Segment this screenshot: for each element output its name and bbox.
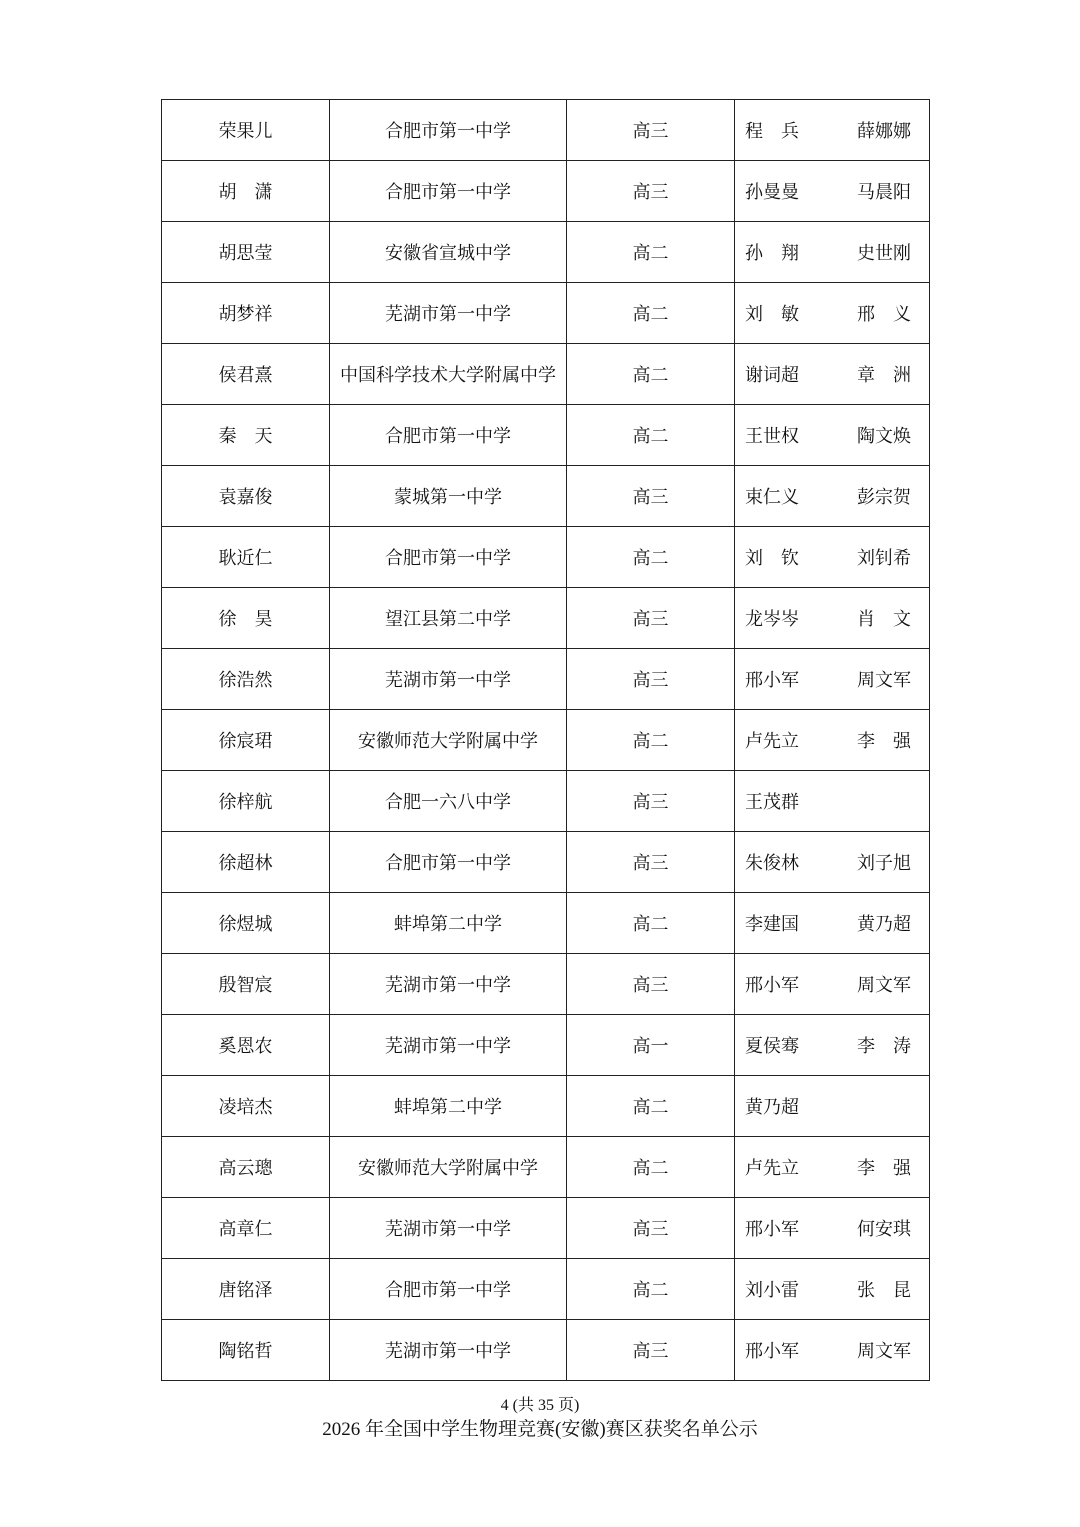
award-list-sheet: [161, 99, 911, 1381]
school-name: 安徽省宣城中学: [330, 222, 567, 283]
coach-1: 邢小军: [745, 670, 799, 691]
student-name: 秦 天: [162, 405, 330, 466]
table-row: [162, 100, 930, 161]
grade: 高二: [567, 405, 735, 466]
coach-1: 谢词超: [745, 365, 799, 386]
coach-2: 薛娜娜: [857, 121, 911, 142]
table-row: [162, 771, 930, 832]
student-name: 徐宸珺: [162, 710, 330, 771]
coaches: [745, 178, 911, 204]
school-name: 合肥市第一中学: [330, 100, 567, 161]
coach-1: 龙岑岑: [745, 609, 799, 630]
coach-2: 李 强: [857, 1158, 911, 1179]
table-row: [162, 1198, 930, 1259]
award-table-body: [162, 100, 930, 1381]
grade: 高二: [567, 527, 735, 588]
coaches-cell: [735, 1137, 930, 1198]
student-name: 高云璁: [162, 1137, 330, 1198]
school-name: 合肥市第一中学: [330, 1259, 567, 1320]
coaches-cell: [735, 1259, 930, 1320]
grade: 高一: [567, 1015, 735, 1076]
page-number: 4 (共 35 页): [500, 1397, 580, 1414]
grade: 高二: [567, 344, 735, 405]
coaches-cell: [735, 954, 930, 1015]
student-name: 高章仁: [162, 1198, 330, 1259]
coaches-cell: [735, 710, 930, 771]
coaches-cell: [735, 649, 930, 710]
grade: 高三: [567, 649, 735, 710]
coaches: [745, 910, 911, 936]
grade: 高二: [567, 1137, 735, 1198]
coach-1: 刘 钦: [745, 548, 799, 569]
coach-2: 章 洲: [857, 365, 911, 386]
coach-2: 马晨阳: [857, 182, 911, 203]
school-name: 合肥市第一中学: [330, 405, 567, 466]
coach-1: 卢先立: [745, 1158, 799, 1179]
coach-1: 程 兵: [745, 121, 799, 142]
school-name: 蚌埠第二中学: [330, 893, 567, 954]
coaches: [745, 971, 911, 997]
coaches: [745, 544, 911, 570]
coaches: [745, 605, 911, 631]
coaches: [745, 788, 911, 814]
grade: 高二: [567, 222, 735, 283]
school-name: 芜湖市第一中学: [330, 649, 567, 710]
coach-1: 李建国: [745, 914, 799, 935]
grade: 高三: [567, 1320, 735, 1381]
coaches: [745, 483, 911, 509]
coaches: [745, 1337, 911, 1363]
coach-2: 周文军: [857, 1341, 911, 1362]
school-name: 合肥市第一中学: [330, 161, 567, 222]
school-name: 芜湖市第一中学: [330, 1198, 567, 1259]
student-name: 陶铭哲: [162, 1320, 330, 1381]
student-name: 胡梦祥: [162, 283, 330, 344]
coach-1: 邢小军: [745, 1219, 799, 1240]
table-row: [162, 832, 930, 893]
school-name: 芜湖市第一中学: [330, 1320, 567, 1381]
school-name: 芜湖市第一中学: [330, 1015, 567, 1076]
school-name: 安徽师范大学附属中学: [330, 710, 567, 771]
table-row: [162, 283, 930, 344]
school-name: 合肥市第一中学: [330, 832, 567, 893]
coaches: [745, 1093, 911, 1119]
coach-1: 夏侯骞: [745, 1036, 799, 1057]
school-name: 蒙城第一中学: [330, 466, 567, 527]
table-row: [162, 405, 930, 466]
school-name: 中国科学技术大学附属中学: [330, 344, 567, 405]
coaches: [745, 1215, 911, 1241]
coach-1: 王世权: [745, 426, 799, 447]
student-name: 殷智宸: [162, 954, 330, 1015]
grade: 高三: [567, 832, 735, 893]
coach-2: 邢 义: [857, 304, 911, 325]
student-name: 凌培杰: [162, 1076, 330, 1137]
school-name: 芜湖市第一中学: [330, 283, 567, 344]
coach-1: 束仁义: [745, 487, 799, 508]
coach-1: 孙曼曼: [745, 182, 799, 203]
coaches: [745, 300, 911, 326]
student-name: 胡 潇: [162, 161, 330, 222]
student-name: 徐 昊: [162, 588, 330, 649]
student-name: 徐梓航: [162, 771, 330, 832]
coaches-cell: [735, 222, 930, 283]
table-row: [162, 588, 930, 649]
grade: 高二: [567, 283, 735, 344]
table-row: [162, 161, 930, 222]
grade: 高三: [567, 1198, 735, 1259]
table-row: [162, 893, 930, 954]
coach-2: 刘子旭: [857, 853, 911, 874]
grade: 高二: [567, 710, 735, 771]
coach-1: 朱俊林: [745, 853, 799, 874]
grade: 高三: [567, 161, 735, 222]
coaches-cell: [735, 466, 930, 527]
student-name: 徐浩然: [162, 649, 330, 710]
coaches: [745, 666, 911, 692]
coaches-cell: [735, 161, 930, 222]
coach-1: 邢小军: [745, 975, 799, 996]
coaches-cell: [735, 100, 930, 161]
student-name: 胡思莹: [162, 222, 330, 283]
table-row: [162, 222, 930, 283]
grade: 高三: [567, 588, 735, 649]
coaches-cell: [735, 588, 930, 649]
student-name: 唐铭泽: [162, 1259, 330, 1320]
coach-1: 黄乃超: [745, 1097, 799, 1118]
coach-1: 邢小军: [745, 1341, 799, 1362]
table-row: [162, 1015, 930, 1076]
coaches-cell: [735, 405, 930, 466]
student-name: 袁嘉俊: [162, 466, 330, 527]
school-name: 芜湖市第一中学: [330, 954, 567, 1015]
coaches: [745, 117, 911, 143]
coaches: [745, 1154, 911, 1180]
grade: 高三: [567, 954, 735, 1015]
coaches: [745, 422, 911, 448]
coaches-cell: [735, 344, 930, 405]
award-table: [161, 99, 930, 1381]
coach-1: 孙 翔: [745, 243, 799, 264]
coach-2: 陶文焕: [857, 426, 911, 447]
table-row: [162, 649, 930, 710]
grade: 高二: [567, 1076, 735, 1137]
coaches-cell: [735, 1320, 930, 1381]
coaches-cell: [735, 893, 930, 954]
table-row: [162, 954, 930, 1015]
table-row: [162, 1320, 930, 1381]
coach-2: 张 昆: [857, 1280, 911, 1301]
grade: 高二: [567, 893, 735, 954]
grade: 高三: [567, 771, 735, 832]
coaches-cell: [735, 527, 930, 588]
coaches: [745, 849, 911, 875]
coach-2: 周文军: [857, 670, 911, 691]
grade: 高三: [567, 466, 735, 527]
coach-2: 肖 文: [857, 609, 911, 630]
table-row: [162, 1137, 930, 1198]
student-name: 耿近仁: [162, 527, 330, 588]
table-row: [162, 466, 930, 527]
student-name: 荣果儿: [162, 100, 330, 161]
student-name: 奚恩农: [162, 1015, 330, 1076]
coaches-cell: [735, 1076, 930, 1137]
coaches-cell: [735, 771, 930, 832]
table-row: [162, 1259, 930, 1320]
coaches: [745, 239, 911, 265]
school-name: 蚌埠第二中学: [330, 1076, 567, 1137]
document-title: 2026 年全国中学生物理竞赛(安徽)赛区获奖名单公示: [322, 1419, 758, 1440]
coach-1: 刘 敏: [745, 304, 799, 325]
coach-2: 黄乃超: [857, 914, 911, 935]
table-row: [162, 344, 930, 405]
school-name: 望江县第二中学: [330, 588, 567, 649]
school-name: 合肥一六八中学: [330, 771, 567, 832]
coaches: [745, 361, 911, 387]
coaches-cell: [735, 832, 930, 893]
coaches: [745, 727, 911, 753]
student-name: 徐超林: [162, 832, 330, 893]
coach-1: 王茂群: [745, 792, 799, 813]
student-name: 侯君熹: [162, 344, 330, 405]
grade: 高二: [567, 1259, 735, 1320]
student-name: 徐煜城: [162, 893, 330, 954]
coach-2: 史世刚: [857, 243, 911, 264]
coaches: [745, 1032, 911, 1058]
school-name: 合肥市第一中学: [330, 527, 567, 588]
coaches-cell: [735, 1015, 930, 1076]
coaches-cell: [735, 283, 930, 344]
coach-1: 刘小雷: [745, 1280, 799, 1301]
table-row: [162, 1076, 930, 1137]
grade: 高三: [567, 100, 735, 161]
coach-2: 刘钊希: [857, 548, 911, 569]
coach-2: 彭宗贺: [857, 487, 911, 508]
coach-2: 李 涛: [857, 1036, 911, 1057]
coach-1: 卢先立: [745, 731, 799, 752]
school-name: 安徽师范大学附属中学: [330, 1137, 567, 1198]
coach-2: 何安琪: [857, 1219, 911, 1240]
coaches-cell: [735, 1198, 930, 1259]
table-row: [162, 527, 930, 588]
coach-2: 李 强: [857, 731, 911, 752]
table-row: [162, 710, 930, 771]
coaches: [745, 1276, 911, 1302]
coach-2: 周文军: [857, 975, 911, 996]
